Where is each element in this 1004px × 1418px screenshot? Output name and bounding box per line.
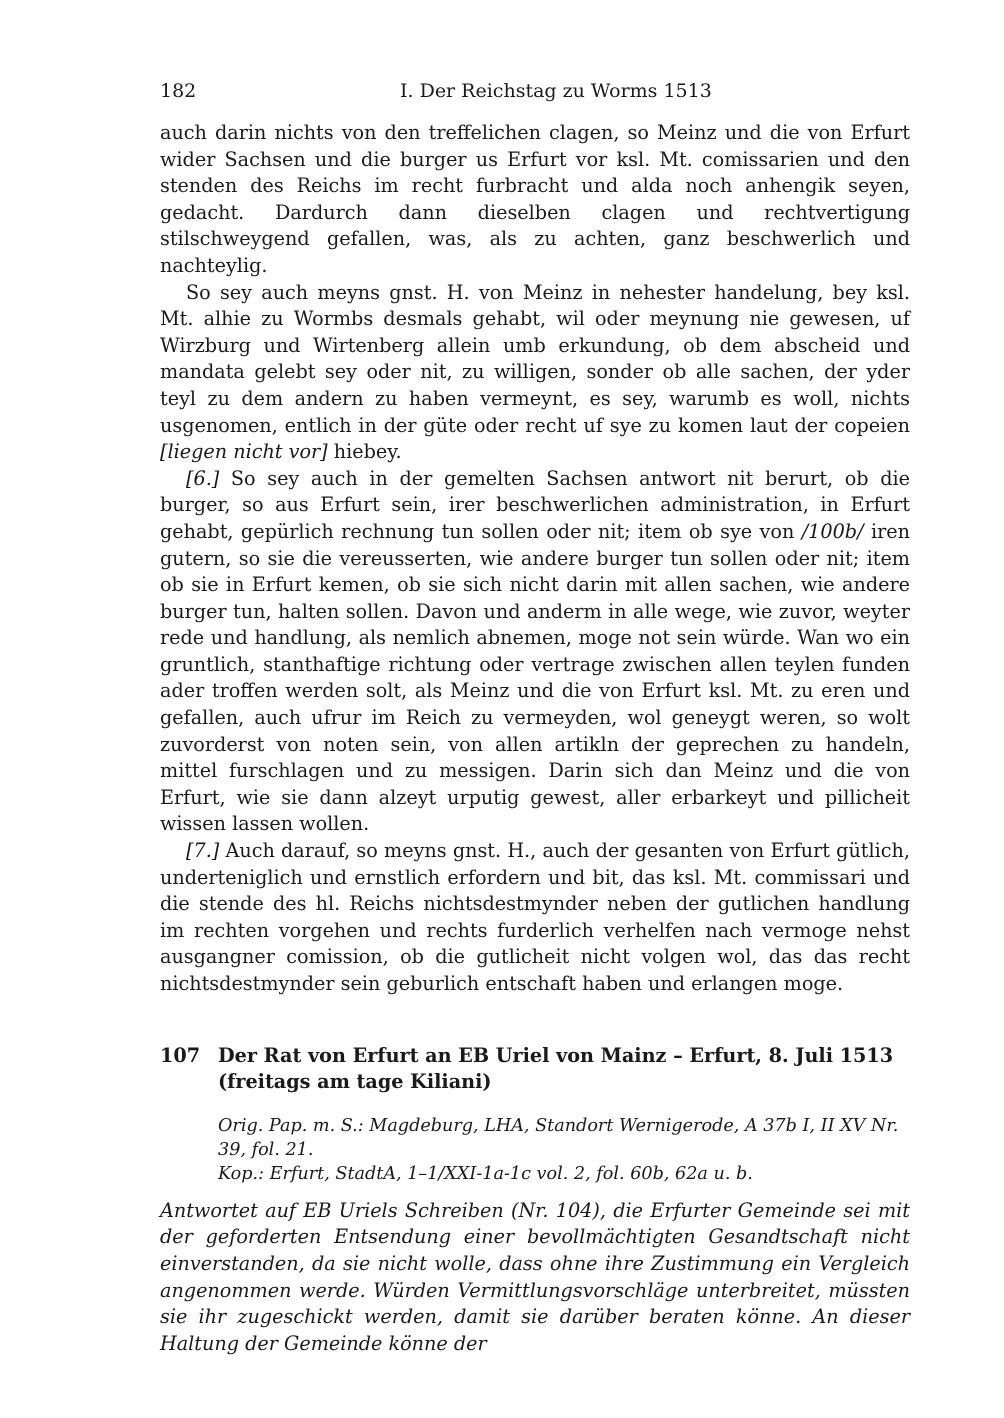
paragraph-3-end: iren gutern, so sie die vereusserten, wie andere burger tun sollen oder nit; item ob sie in Erfurt kemen, ob sie sich nicht darin mit allen sachen, wie andere burger tun, halten sollen. Davon und anderm in alle wege, wie zuvor, weyter rede und handlung, als nemlich abnemen, moge not sein würde. Wan wo ein gruntlich, stanthaftige richtung oder vertrage zwischen allen teylen funden ader troffen werden solt, als Meinz und die von Erfurt ksl. Mt. zu eren und gefallen, auch ufrur im Reich zu vermeyden, wol geneygt weren, so wolt zuvorderst von noten sein, von allen artikln der geprechen zu handeln, mittel furschlagen und zu messigen. Darin sich dan Meinz und die von Erfurt, wie sie dann alzeyt urputig gewest, aller erbarkeyt und pillicheit wissen lassen wollen. xyxy=(160,519,910,836)
section-mark-6: [6.] xyxy=(186,466,220,490)
editorial-note: [liegen nicht vor] xyxy=(160,440,328,464)
section-mark-7: [7.] xyxy=(186,839,220,863)
document-title: Der Rat von Erfurt an EB Uriel von Mainz – Erfurt, 8. Juli 1513 (freitags am tage Kiliani) xyxy=(218,1043,894,1094)
folio-mark: /100b/ xyxy=(801,519,864,543)
source-original: Orig. Pap. m. S.: Magdeburg, LHA, Standort Wernigerode, A 37b I, II XV Nr. 39, fol. 21. xyxy=(218,1115,899,1160)
document-heading xyxy=(160,1043,910,1096)
paragraph-4 xyxy=(160,838,910,998)
paragraph-2 xyxy=(160,280,910,466)
source-notes xyxy=(160,1114,910,1186)
paragraph-3-text: So sey auch in der gemelten Sachsen antwort nit berurt, ob die burger, so aus Erfurt sein, irer beschwerlichen administration, in Erfurt gehabt, gepürlich rechnung tun sollen oder nit; item ob sye von xyxy=(160,466,910,543)
paragraph-4-text: Auch darauf, so meyns gnst. H., auch der gesanten von Erfurt gütlich, underteniglich und ernstlich erfordern und bit, das ksl. Mt. commissari und die stende des hl. Reichs nichtsdestmynder neben der gutlichen handlung im rechten vorgehen und rechts furderlich verhelfen nach vermoge nehst ausgangner comission, ob die gutlicheit nicht volgen wol, das das recht nichtsdestmynder sein geburlich entschaft haben und erlangen moge. xyxy=(160,839,910,995)
body-text xyxy=(160,120,910,998)
paragraph-2-text: So sey auch meyns gnst. H. von Meinz in nehester handelung, bey ksl. Mt. alhie zu Wormbs desmals gehabt, wil oder meynung nie gewesen, uf Wirzburg und Wirtenberg allein umb erkundung, ob dem abscheid und mandata gelebt sey oder nit, zu willigen, sonder ob alle sachen, der yder teyl zu dem andern zu haben vermeynt, es sey, warumb es woll, nichts usgenomen, entlich in der güte oder recht uf sye zu komen laut der copeien xyxy=(160,280,910,437)
paragraph-1: auch darin nichts von den treffelichen clagen, so Meinz und die von Erfurt wider Sachsen und die burger us Erfurt vor ksl. Mt. comissarien und den stenden des Reichs im recht furbracht und alda noch anhengik seyen, gedacht. Dardurch dann dieselben clagen und rechtvertigung stilschweygend gefallen, was, als zu achten, ganz beschwerlich und nachteylig. xyxy=(160,121,910,277)
page xyxy=(160,80,910,1357)
paragraph-2-end: hiebey. xyxy=(327,440,402,464)
page-header xyxy=(160,80,910,110)
paragraph-3 xyxy=(160,466,910,838)
document-number: 107 xyxy=(160,1043,201,1067)
page-number: 182 xyxy=(160,80,197,102)
source-copy: Kop.: Erfurt, StadtA, 1–1/XXI-1a-1c vol. 2, fol. 60b, 62a u. b. xyxy=(218,1163,753,1184)
regest: Antwortet auf EB Uriels Schreiben (Nr. 104), die Erfurter Gemeinde sei mit der geforderten Entsendung einer bevollmächtigten Gesandtschaft nicht einverstanden, da sie nicht wolle, dass ohne ihre Zustimmung ein Vergleich angenommen werde. Würden Vermittlungsvorschläge unterbreitet, müssten sie ihr zugeschickt werden, damit sie darüber beraten könne. An dieser Haltung der Gemeinde könne der xyxy=(160,1198,910,1355)
running-title: I. Der Reichstag zu Worms 1513 xyxy=(400,80,712,102)
